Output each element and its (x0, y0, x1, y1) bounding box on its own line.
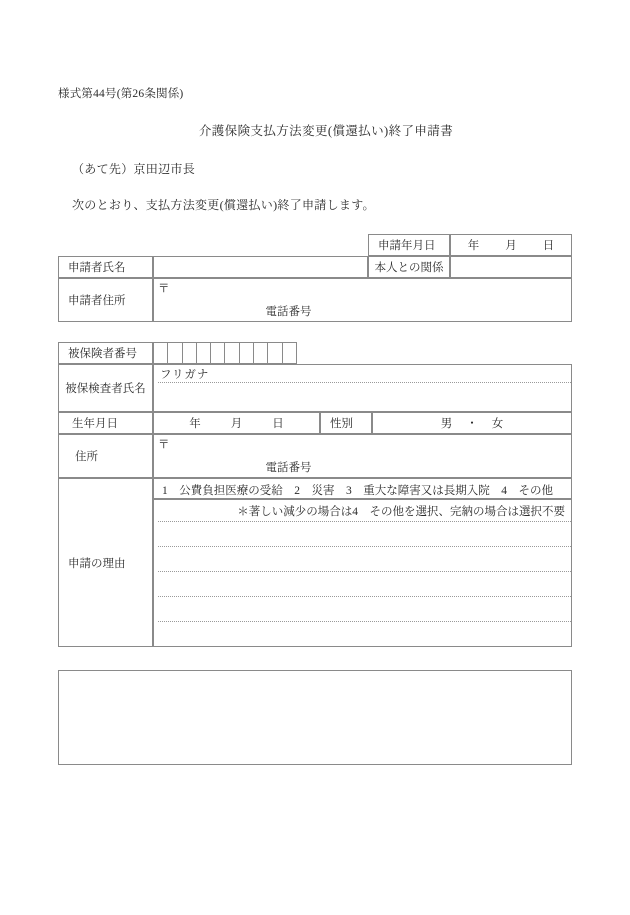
insured-number-cell[interactable] (182, 343, 196, 363)
insured-number-label-cell (58, 342, 153, 364)
reason-rule (158, 621, 571, 622)
reason-rule (158, 596, 571, 597)
birth-month-unit: 月 (230, 418, 243, 430)
date-month-unit: 月 (505, 240, 517, 252)
postal-code-mark: 〒 (158, 439, 170, 451)
gender-option-male[interactable]: 男 (440, 418, 453, 430)
reason-entry-cell[interactable] (153, 499, 572, 647)
applicant-name-label: 申請者氏名 (68, 262, 126, 274)
birth-year-unit: 年 (189, 418, 201, 430)
form-code: 様式第44号(第26条関係) (58, 88, 184, 100)
gender-value-cell[interactable] (372, 412, 572, 434)
addressee-line: （あて先）京田辺市長 (72, 162, 196, 176)
reason-options-cell[interactable] (153, 478, 572, 499)
insured-table (58, 342, 572, 647)
postal-code-mark: 〒 (158, 283, 170, 295)
gender-label-cell (320, 412, 372, 434)
application-date-value-cell[interactable] (450, 234, 572, 256)
insured-number-cell[interactable] (282, 343, 296, 363)
insured-number-grid[interactable] (153, 342, 297, 364)
date-year-unit: 年 (467, 240, 480, 252)
relationship-label: 本人との関係 (374, 262, 444, 274)
applicant-address-value-cell[interactable] (153, 278, 572, 322)
insured-number-cell[interactable] (224, 343, 238, 363)
office-use-box[interactable] (58, 670, 572, 765)
reason-rule (158, 571, 571, 572)
reason-label: 申請の理由 (68, 557, 126, 570)
gender-options (373, 413, 571, 433)
birth-day-unit: 日 (272, 418, 284, 430)
birthdate-label-cell (58, 412, 153, 434)
relationship-value (451, 257, 571, 277)
applicant-name-value (154, 257, 367, 277)
applicant-address-label-cell (58, 278, 153, 322)
reason-rule (158, 521, 571, 522)
applicant-address-label: 申請者住所 (68, 295, 126, 307)
reason-rule (158, 546, 571, 547)
reason-note-text: ＊著しい減少の場合は4 その他を選択、完納の場合は選択不要 (237, 506, 565, 518)
insured-number-cell[interactable] (153, 343, 167, 363)
furigana-rule (158, 382, 571, 383)
application-date-value (451, 235, 571, 255)
insured-name-label-cell (58, 364, 153, 412)
insured-number-cell[interactable] (167, 343, 181, 363)
applicant-table (58, 234, 572, 322)
reason-options-text: 1 公費負担医療の受給 2 災害 3 重大な障害又は長期入院 4 その他 (162, 485, 553, 497)
application-date-label-cell (368, 234, 450, 256)
document-title: 介護保険支払方法変更(償還払い)終了申請書 (198, 124, 454, 138)
insured-number-cell[interactable] (267, 343, 281, 363)
applicant-phone-label: 電話番号 (265, 306, 312, 318)
insured-phone-label: 電話番号 (265, 462, 312, 474)
insured-number-cell[interactable] (196, 343, 210, 363)
insured-number-label: 被保険者番号 (68, 348, 137, 360)
relationship-value-cell[interactable] (450, 256, 572, 278)
birthdate-value (154, 413, 319, 433)
applicant-name-label-cell (58, 256, 153, 278)
insured-address-value-cell[interactable] (153, 434, 572, 478)
reason-label-cell (58, 478, 153, 647)
applicant-name-value-cell[interactable] (153, 256, 368, 278)
birthdate-value-cell[interactable] (153, 412, 320, 434)
birthdate-label: 生年月日 (72, 418, 118, 430)
insured-address-label-cell (58, 434, 153, 478)
office-use-content (59, 671, 571, 764)
gender-option-female[interactable]: 女 (491, 418, 504, 430)
insured-number-cell[interactable] (239, 343, 253, 363)
insured-name-value-cell[interactable] (153, 364, 572, 412)
date-day-unit: 日 (542, 240, 555, 252)
insured-address-label: 住所 (75, 451, 98, 463)
application-date-label: 申請年月日 (378, 240, 436, 252)
furigana-label: フリガナ (160, 369, 210, 381)
gender-separator: ・ (466, 418, 478, 430)
lead-statement: 次のとおり、支払方法変更(償還払い)終了申請します。 (72, 198, 375, 212)
relationship-label-cell (368, 256, 450, 278)
insured-name-label: 被保検査者氏名 (65, 383, 146, 395)
insured-number-cell[interactable] (253, 343, 267, 363)
insured-number-cell[interactable] (210, 343, 224, 363)
gender-label: 性別 (330, 418, 353, 430)
